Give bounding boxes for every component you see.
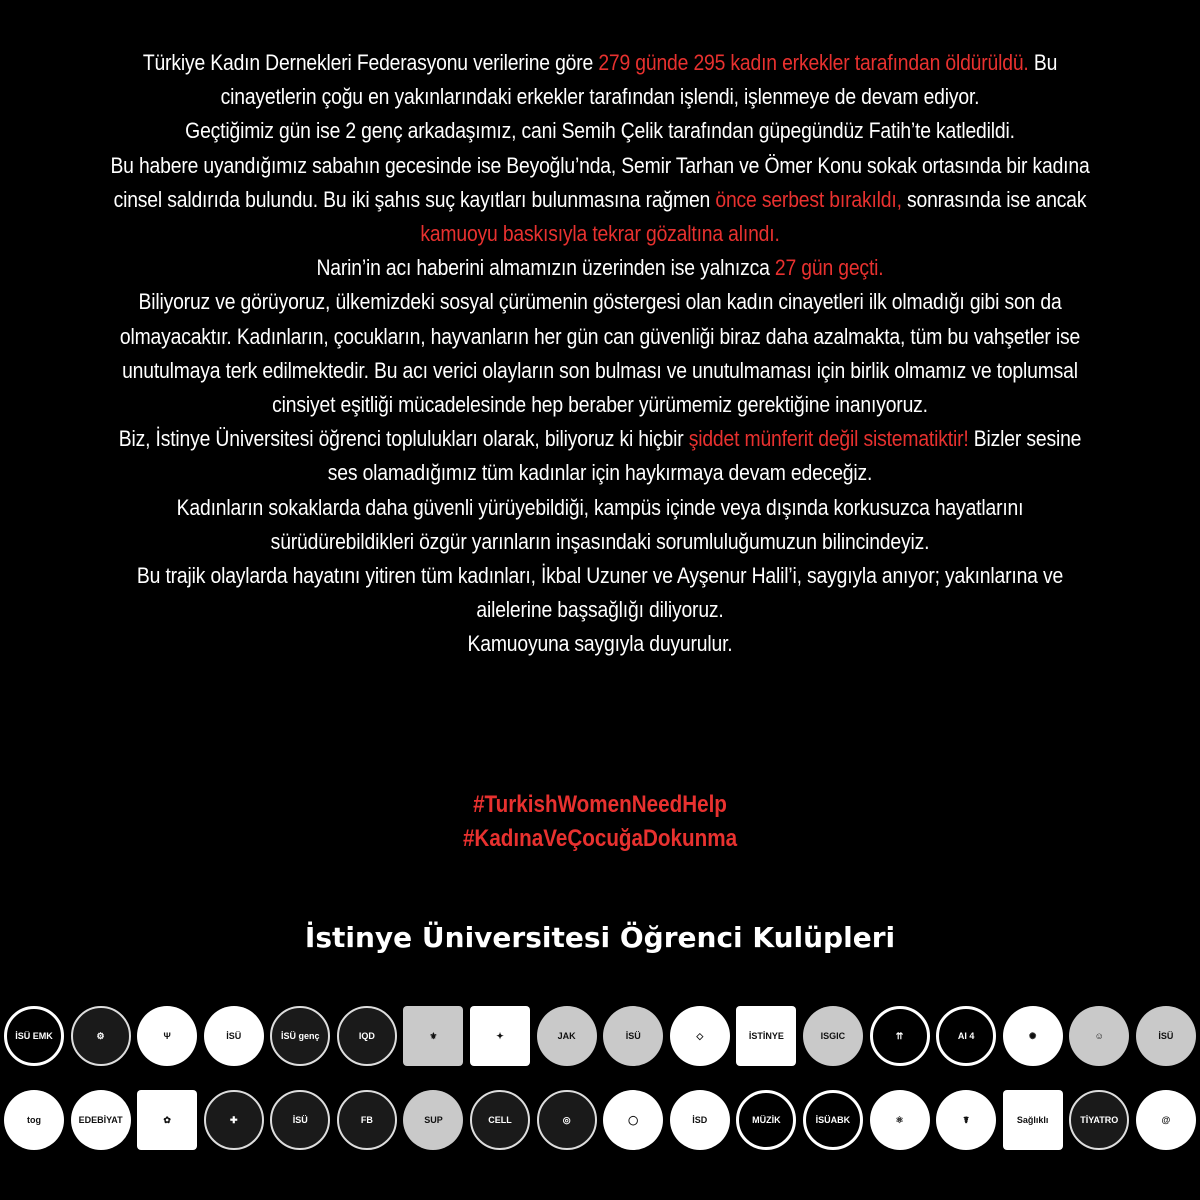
p6-text-c: Bizler sesine ses olamadığımız tüm kadınlar için haykırmaya devam edeceğiz. [327, 426, 1082, 486]
paragraph-announcement: Kamuoyuna saygıyla duyurulur. [467, 631, 733, 657]
crest-logo: ⚜ [403, 1006, 463, 1066]
isu-badge-logo: İSÜ [204, 1006, 264, 1066]
p6-highlight: şiddet münferit değil sistematiktir! [688, 426, 969, 452]
hashtag-kadina-ve-cocuga-dokunma[interactable]: #KadınaVeÇocuğaDokunma [462, 825, 738, 852]
anatomi-logo: ✚ [204, 1090, 264, 1150]
jak-logo: JAK [537, 1006, 597, 1066]
cell-ebrity-logo: CELL [470, 1090, 530, 1150]
p1-text-c: Bu cinayetlerin çoğu en yakınlarındaki erkekler tarafından işlendi, işlenmeye de devam ediyor. [220, 50, 1058, 110]
statement-text [110, 46, 1090, 662]
p3-text-c: sonrasında ise ancak [901, 186, 1087, 212]
tiyatro-kulubu-logo: TİYATRO [1069, 1090, 1129, 1150]
gastronomi-logo: İSTİNYE [736, 1006, 796, 1066]
evrensel-tasarim-logo: ◯ [603, 1090, 663, 1150]
paragraph-narin [110, 251, 1090, 285]
gear-club-logo: ⚙ [71, 1006, 131, 1066]
club-logos-row-1 [0, 996, 1200, 1088]
hashtag-turkish-women-need-help[interactable]: #TurkishWomenNeedHelp [473, 791, 727, 818]
p4-highlight: 27 gün geçti. [774, 255, 884, 281]
fb-istinye-logo: FB [337, 1090, 397, 1150]
p1-text-a: Türkiye Kadın Dernekleri Federasyonu verilerine göre [142, 50, 599, 75]
yazilim-gelistirme-logo: ◇ [670, 1006, 730, 1066]
iqd-logo: IQD [337, 1006, 397, 1066]
isu-seal-logo: İSÜ [270, 1090, 330, 1150]
isu-dans-logo: İSÜ [1136, 1006, 1196, 1066]
genc-yeryuzu-logo: İSÜ genç [270, 1006, 330, 1066]
atom-logo: ⚛ [870, 1090, 930, 1150]
muzik-kulubu-logo: MÜZİK [736, 1090, 796, 1150]
isd-logo: İSD [670, 1090, 730, 1150]
p3-text-a: Bu habere uyandığımız sabahın gecesinde ise Beyoğlu’nda, Semir Tarhan ve Ömer Konu sokak ortasında bir kadına cinsel saldırıda bulundu. Bu iki şahıs suç kayıtları bulunmasına rağmen [110, 152, 1090, 212]
psikoloji-kulubu-logo: Ψ [137, 1006, 197, 1066]
isuabk-logo: İSÜABK [803, 1090, 863, 1150]
kemoterapi-logo: ✿ [137, 1090, 197, 1150]
faces-logo: ☺ [1069, 1006, 1129, 1066]
tog-logo: tog [4, 1090, 64, 1150]
compass-logo: ✦ [470, 1006, 530, 1066]
organization-title: İstinye Üniversitesi Öğrenci Kulüpleri [304, 921, 896, 954]
p1-highlight: 279 günde 295 kadın erkekler tarafından öldürüldü. [598, 50, 1029, 75]
neocortex-logo: ◎ [537, 1090, 597, 1150]
paragraph-beyoglu [110, 149, 1090, 252]
isgic-logo: ISGIC [803, 1006, 863, 1066]
saglik-logo: Sağlıklı [1003, 1090, 1063, 1150]
paragraph-condolences: Bu trajik olaylarda hayatını yitiren tüm kadınları, İkbal Uzuner ve Ayşenur Halil’i, saygıyla anıyor; yakınlarına ve ailelerine başsağlığı diliyoruz. [136, 563, 1064, 623]
p3-highlight-released: önce serbest bırakıldı, [715, 186, 902, 212]
arrows-logo: ⇈ [870, 1006, 930, 1066]
paragraph-safe-streets: Kadınların sokaklarda daha güvenli yürüyebildiği, kampüs içinde veya dışında korkusuzca hayatlarını sürüdürebildikleri özgür yarınların inşasındaki sorumluluğumuzun bilincindeyiz. [176, 494, 1024, 554]
p4-text-a: Narin’in acı haberini almamızın üzerinden ise yalnızca [316, 255, 775, 281]
club-logos-row-2 [0, 1080, 1200, 1172]
isu-emk-logo: İSÜ EMK [4, 1006, 64, 1066]
paragraph-student-clubs [110, 422, 1090, 490]
paragraph-federation-data [110, 46, 1090, 114]
ai4-social-good-logo: AI 4 [936, 1006, 996, 1066]
p6-text-a: Biz, İstinye Üniversitesi öğrenci toplulukları olarak, biliyoruz ki hiçbir [118, 426, 689, 452]
p3-highlight-detained: kamuoyu baskısıyla tekrar gözaltına alındı. [420, 221, 780, 247]
swirl-logo: @ [1136, 1090, 1196, 1150]
caduceus-logo: ☤ [936, 1090, 996, 1150]
paragraph-fatih: Geçtiğimiz gün ise 2 genç arkadaşımız, cani Semih Çelik tarafından güpegündüz Fatih’te katledildi. [185, 118, 1015, 144]
isu-circle-logo: İSÜ [603, 1006, 663, 1066]
edebiyat-munazara-logo: EDEBİYAT [71, 1090, 131, 1150]
club-logos [0, 996, 1200, 1196]
emblem-logo: ✺ [1003, 1006, 1063, 1066]
sup-logo: SUP [403, 1090, 463, 1150]
hashtags [84, 788, 1116, 856]
paragraph-social-decay: Biliyoruz ve görüyoruz, ülkemizdeki sosyal çürümenin göstergesi olan kadın cinayetleri ilk olmadığı gibi son da olmayacaktır. Kadınların, çocukların, hayvanların her gün can güvenliği biraz daha azalmakta, tüm bu vahşetler ise unutulmaya terk edilmektedir. Bu acı verici olayların son bulması ve unutulmaması için birlik olmamız ve toplumsal cinsiyet eşitliği mücadelesinde hep beraber yürümemiz gerektiğine inanıyoruz. [119, 289, 1081, 418]
